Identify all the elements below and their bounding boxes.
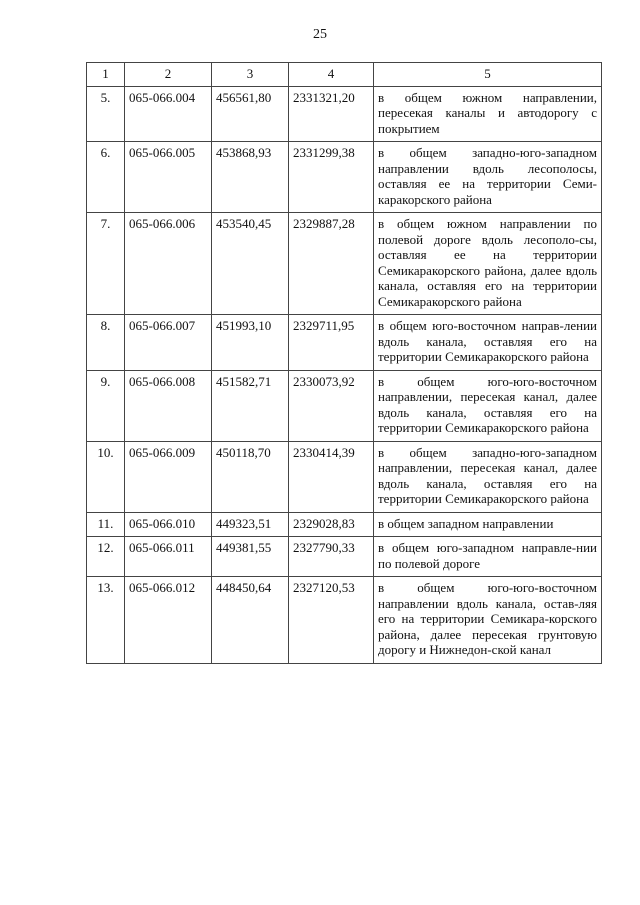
coord-x-cell: 453868,93: [212, 142, 289, 213]
row-number-cell: 6.: [87, 142, 125, 213]
page-number: 25: [313, 27, 327, 42]
coord-y-cell: 2331299,38: [289, 142, 374, 213]
description-cell: в общем западном направлении: [374, 512, 602, 537]
coord-y-cell: 2329711,95: [289, 315, 374, 371]
coord-y-cell: 2330073,92: [289, 370, 374, 441]
header-col-4: 4: [289, 63, 374, 87]
point-id-cell: 065-066.009: [125, 441, 212, 512]
table-row: [87, 441, 602, 512]
description-cell: в общем западно-юго-западном направлении вдоль лесополосы, оставляя ее на территории Семи-каракорского района: [374, 142, 602, 213]
table-header-row: [87, 63, 602, 87]
point-id-cell: 065-066.011: [125, 537, 212, 577]
coord-y-cell: 2329887,28: [289, 213, 374, 315]
coord-y-cell: 2327120,53: [289, 577, 374, 664]
point-id-cell: 065-066.008: [125, 370, 212, 441]
coord-x-cell: 456561,80: [212, 86, 289, 142]
coord-x-cell: 448450,64: [212, 577, 289, 664]
table-row: [87, 315, 602, 371]
description-cell: в общем юго-юго-восточном направлении вдоль канала, остав-ляя его на территории Семикара-корского района, далее пересекая грунтовую дорогу и Нижнедон-ской канал: [374, 577, 602, 664]
row-number-cell: 11.: [87, 512, 125, 537]
coord-y-cell: 2330414,39: [289, 441, 374, 512]
table-row: [87, 512, 602, 537]
coord-x-cell: 450118,70: [212, 441, 289, 512]
boundary-table: [86, 62, 602, 664]
row-number-cell: 12.: [87, 537, 125, 577]
header-col-3: 3: [212, 63, 289, 87]
description-cell: в общем южном направлении по полевой дороге вдоль лесополо-сы, оставляя ее на территории Семикаракорского района, далее вдоль канала, оставляя его на территории Семикаракорского района: [374, 213, 602, 315]
table-row: [87, 370, 602, 441]
point-id-cell: 065-066.007: [125, 315, 212, 371]
row-number-cell: 9.: [87, 370, 125, 441]
description-cell: в общем южном направлении, пересекая каналы и автодорогу с покрытием: [374, 86, 602, 142]
coord-x-cell: 453540,45: [212, 213, 289, 315]
description-cell: в общем юго-западном направле-нии по полевой дороге: [374, 537, 602, 577]
point-id-cell: 065-066.012: [125, 577, 212, 664]
table-row: [87, 142, 602, 213]
coord-x-cell: 449323,51: [212, 512, 289, 537]
point-id-cell: 065-066.006: [125, 213, 212, 315]
header-col-1: 1: [87, 63, 125, 87]
header-col-5: 5: [374, 63, 602, 87]
coord-y-cell: 2327790,33: [289, 537, 374, 577]
coord-x-cell: 451582,71: [212, 370, 289, 441]
point-id-cell: 065-066.004: [125, 86, 212, 142]
table-row: [87, 86, 602, 142]
table-row: [87, 577, 602, 664]
point-id-cell: 065-066.005: [125, 142, 212, 213]
table-row: [87, 213, 602, 315]
coord-x-cell: 449381,55: [212, 537, 289, 577]
coord-y-cell: 2331321,20: [289, 86, 374, 142]
table-row: [87, 537, 602, 577]
description-cell: в общем юго-юго-восточном направлении, пересекая канал, далее вдоль канала, оставляя его на территории Семикаракорского района: [374, 370, 602, 441]
row-number-cell: 13.: [87, 577, 125, 664]
row-number-cell: 8.: [87, 315, 125, 371]
coord-x-cell: 451993,10: [212, 315, 289, 371]
description-cell: в общем юго-восточном направ-лении вдоль канала, оставляя его на территории Семикаракорского района: [374, 315, 602, 371]
row-number-cell: 7.: [87, 213, 125, 315]
coord-y-cell: 2329028,83: [289, 512, 374, 537]
row-number-cell: 5.: [87, 86, 125, 142]
row-number-cell: 10.: [87, 441, 125, 512]
description-cell: в общем западно-юго-западном направлении, пересекая канал, далее вдоль канала, оставляя его на территории Семикаракорского района: [374, 441, 602, 512]
point-id-cell: 065-066.010: [125, 512, 212, 537]
header-col-2: 2: [125, 63, 212, 87]
